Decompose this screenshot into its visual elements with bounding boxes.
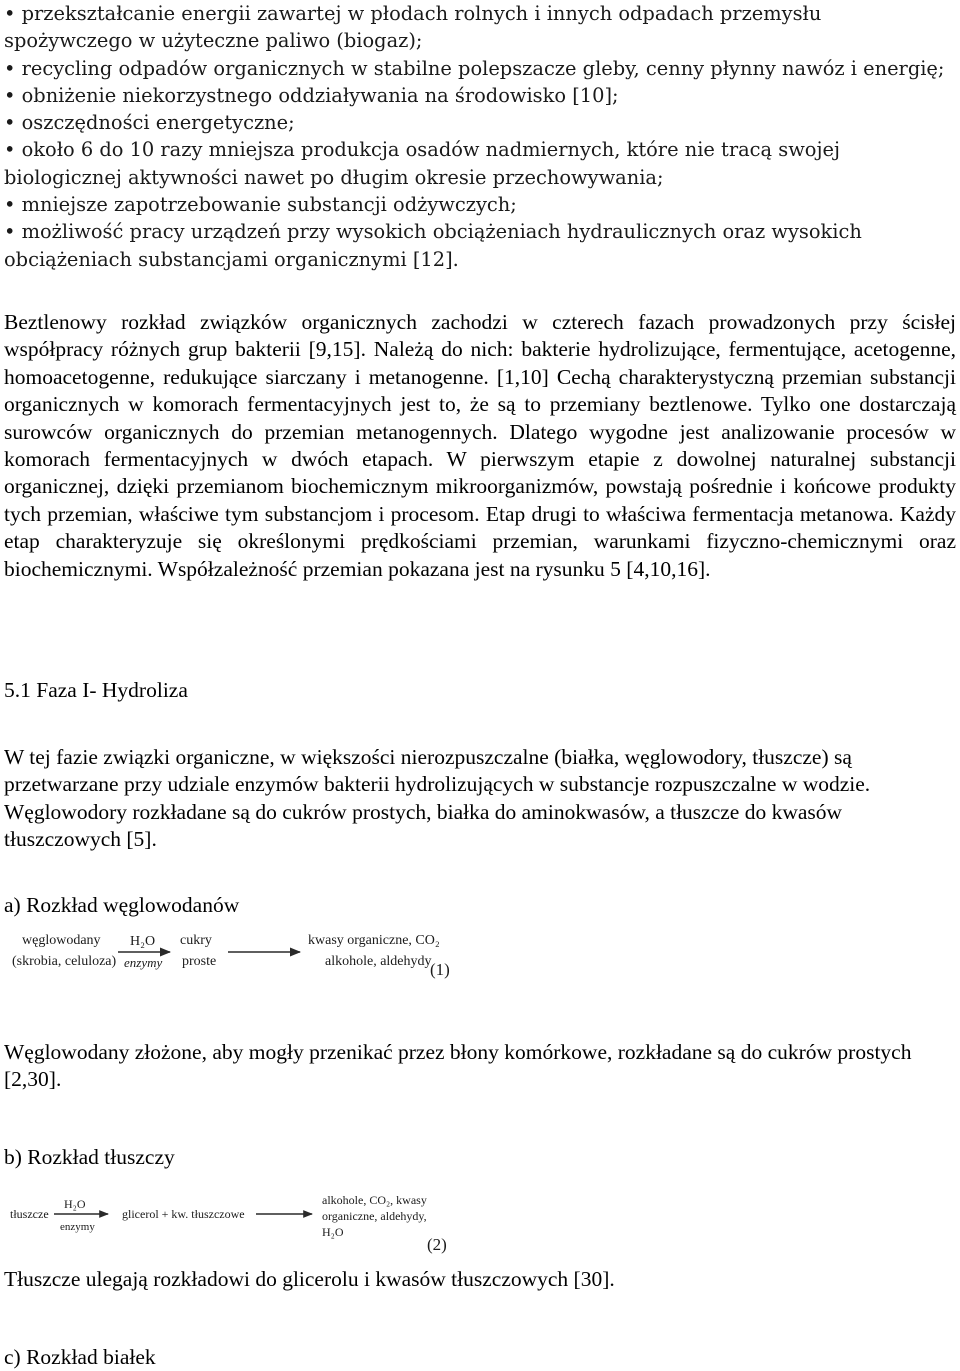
product-line-1: alkohole, CO₂, kwasy bbox=[322, 1193, 427, 1207]
list-item: • obniżenie niekorzystnego oddziaływania na środowisko [10]; bbox=[4, 83, 619, 107]
product-detail: alkohole, aldehydy bbox=[325, 954, 432, 969]
catalyst-enzymes: enzymy bbox=[124, 955, 163, 970]
list-item: • mniejsze zapotrzebowanie substancji odżywczych; bbox=[4, 193, 517, 217]
list-item: • oszczędności energetyczne; bbox=[4, 111, 295, 135]
product-label: kwasy organiczne, CO₂ bbox=[308, 933, 440, 948]
subsection-a-heading: a) Rozkład węglowodanów bbox=[4, 893, 240, 917]
intro-paragraph: Beztlenowy rozkład związków organicznych zachodzi w czterech fazach prowadzonych przy ścisłej współpracy różnych grup bakterii [9,15]. Należą do nich: bakterie hydrolizujące, fermentujące, acetogenne, homoacetogenne, redukujące siarczany i metanogenne. [1,10] Cechą charakterystyczną przemian substancji organicznych w komorach fermentacyjnych jest to, że są to przemiany beztlenowe. Tylko one dostarczają surowców organicznych do przemian metanogennych. Dlatego wygodne jest analizowanie procesów w komorach fermentacyjnych w dwóch etapach. W pierwszym etapie z dowolnej naturalnej substancji organicznej, dzięki przemianom biochemicznym mikroorganizmów, powstają pośrednie i końcowe produkty tych przemian, właściwe tym substancjom i procesom. Etap drugi to właściwa fermentacja metanowa. Każdy etap charakteryzuje się określonymi prędkościami przemian, warunkami fizyczno-chemicznymi oraz biochemicznymi. Współzależność przemian pokazana jest na rysunku 5 [4,10,16]. bbox=[4, 310, 956, 581]
reactant-label: węglowodany bbox=[22, 933, 101, 948]
carbohydrate-reaction-diagram bbox=[0, 925, 470, 983]
catalyst-water: H₂O bbox=[64, 1197, 86, 1211]
intermediate-label: glicerol + kw. tłuszczowe bbox=[122, 1207, 245, 1221]
reactant-label: tłuszcze bbox=[10, 1207, 49, 1221]
subsection-a-caption: Węglowodany złożone, aby mogły przenikać przez błony komórkowe, rozkładane są do cukrów prostych [2,30]. bbox=[4, 1040, 912, 1092]
subsection-b-caption: Tłuszcze ulegają rozkładowi do glicerolu i kwasów tłuszczowych [30]. bbox=[4, 1267, 615, 1291]
catalyst-enzymes: enzymy bbox=[60, 1221, 95, 1233]
section-heading: 5.1 Faza I- Hydroliza bbox=[4, 678, 188, 702]
list-item: • około 6 do 10 razy mniejsza produkcja osadów nadmiernych, które nie tracą swojej biologicznej aktywności nawet po długim okresie przechowywania; bbox=[4, 138, 840, 189]
section-paragraph: W tej fazie związki organiczne, w większości nierozpuszczalne (białka, węglowodory, tłuszcze) są przetwarzane przy udziale enzymów bakterii hydrolizujących w substancje rozpuszczalne w wodzie. Węglowodory rozkładane są do cukrów prostych, białka do aminokwasów, a tłuszcze do kwasów tłuszczowych [5]. bbox=[4, 745, 871, 852]
catalyst-water: H₂O bbox=[130, 934, 156, 949]
advantages-list bbox=[4, 0, 954, 273]
equation-number: (2) bbox=[427, 1235, 447, 1254]
intermediate-label: cukry bbox=[180, 933, 212, 948]
list-item: • recycling odpadów organicznych w stabilne polepszacze gleby, cenny płynny nawóz i energię; bbox=[4, 56, 945, 80]
subsection-c-heading: c) Rozkład białek bbox=[4, 1345, 156, 1369]
subsection-b-heading: b) Rozkład tłuszczy bbox=[4, 1145, 175, 1169]
list-item: • przekształcanie energii zawartej w płodach rolnych i innych odpadach przemysłu spożywczego w użyteczne paliwo (biogaz); bbox=[4, 2, 822, 53]
equation-number: (1) bbox=[430, 960, 450, 979]
list-item: • możliwość pracy urządzeń przy wysokich obciążeniach hydraulicznych oraz wysokich obciążeniach substancjami organicznymi [12]. bbox=[4, 220, 862, 271]
product-line-2: organiczne, aldehydy, bbox=[322, 1209, 427, 1223]
product-line-3: H₂O bbox=[322, 1225, 344, 1239]
reactant-detail: (skrobia, celuloza) bbox=[12, 954, 117, 969]
intermediate-detail: proste bbox=[182, 954, 217, 969]
fat-reaction-diagram bbox=[0, 1190, 470, 1258]
